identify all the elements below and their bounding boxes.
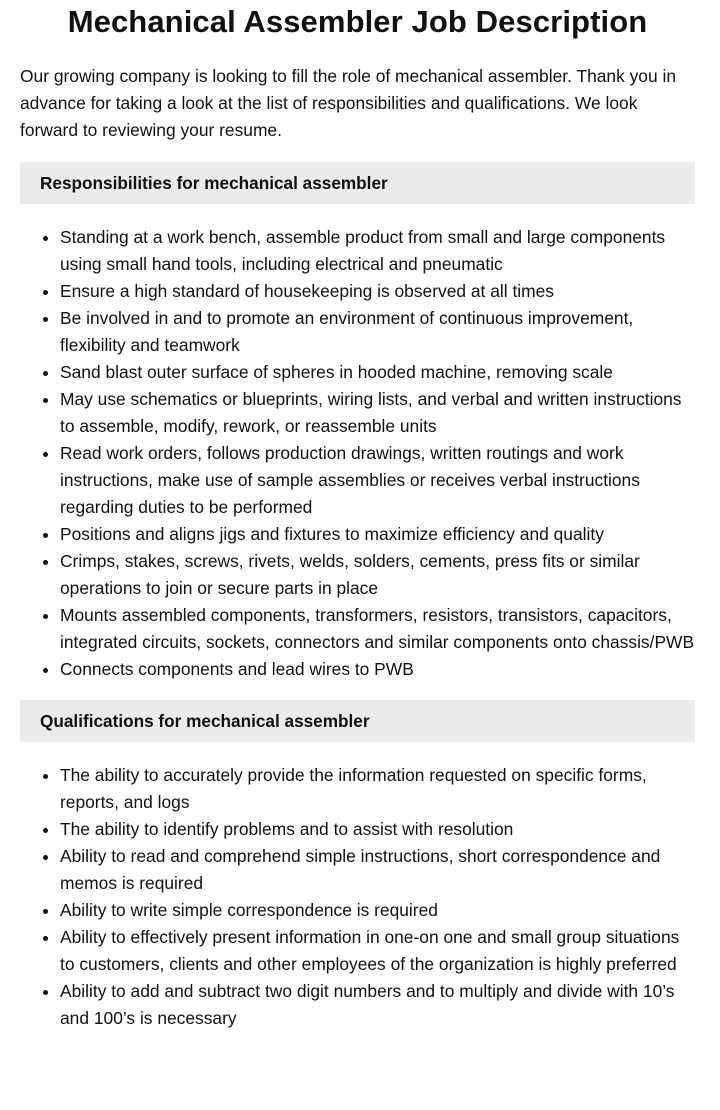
responsibility-item: • Positions and aligns jigs and fixtures to maximize efficiency and quality xyxy=(60,521,695,548)
responsibility-item: • Mounts assembled components, transformers, resistors, transistors, capacitors, integrated circuits, sockets, connectors and similar components onto chassis/PWB xyxy=(60,602,695,656)
responsibility-item: • May use schematics or blueprints, wiring lists, and verbal and written instructions to assemble, modify, rework, or reassemble units xyxy=(60,386,695,440)
responsibility-item: • Sand blast outer surface of spheres in hooded machine, removing scale xyxy=(60,359,695,386)
qualification-item: • The ability to identify problems and to assist with resolution xyxy=(60,816,695,843)
responsibility-item: • Connects components and lead wires to PWB xyxy=(60,656,695,683)
qualifications-list xyxy=(20,762,695,1032)
qualification-item: • Ability to add and subtract two digit numbers and to multiply and divide with 10’s and 100’s is necessary xyxy=(60,978,695,1032)
responsibility-item: • Read work orders, follows production drawings, written routings and work instructions, make use of sample assemblies or receives verbal instructions regarding duties to be performed xyxy=(60,440,695,521)
responsibilities-list xyxy=(20,224,695,683)
responsibility-item: • Standing at a work bench, assemble product from small and large components using small hand tools, including electrical and pneumatic xyxy=(60,224,695,278)
responsibilities-heading: Responsibilities for mechanical assembler xyxy=(20,162,695,204)
page-title: Mechanical Assembler Job Description xyxy=(67,4,648,39)
responsibility-item: • Ensure a high standard of housekeeping is observed at all times xyxy=(60,278,695,305)
qualifications-heading: Qualifications for mechanical assembler xyxy=(20,700,695,742)
qualification-item: • Ability to write simple correspondence is required xyxy=(60,897,695,924)
responsibility-item: • Crimps, stakes, screws, rivets, welds, solders, cements, press fits or similar operations to join or secure parts in place xyxy=(60,548,695,602)
qualification-item: • Ability to read and comprehend simple instructions, short correspondence and memos is required xyxy=(60,843,695,897)
intro-paragraph: Our growing company is looking to fill the role of mechanical assembler. Thank you in advance for taking a look at the list of responsibilities and qualifications. We look forward to reviewing your resume. xyxy=(20,66,677,140)
responsibility-item: • Be involved in and to promote an environment of continuous improvement, flexibility and teamwork xyxy=(60,305,695,359)
qualification-item: • Ability to effectively present information in one-on one and small group situations to customers, clients and other employees of the organization is highly preferred xyxy=(60,924,695,978)
qualification-item: • The ability to accurately provide the information requested on specific forms, reports, and logs xyxy=(60,762,695,816)
